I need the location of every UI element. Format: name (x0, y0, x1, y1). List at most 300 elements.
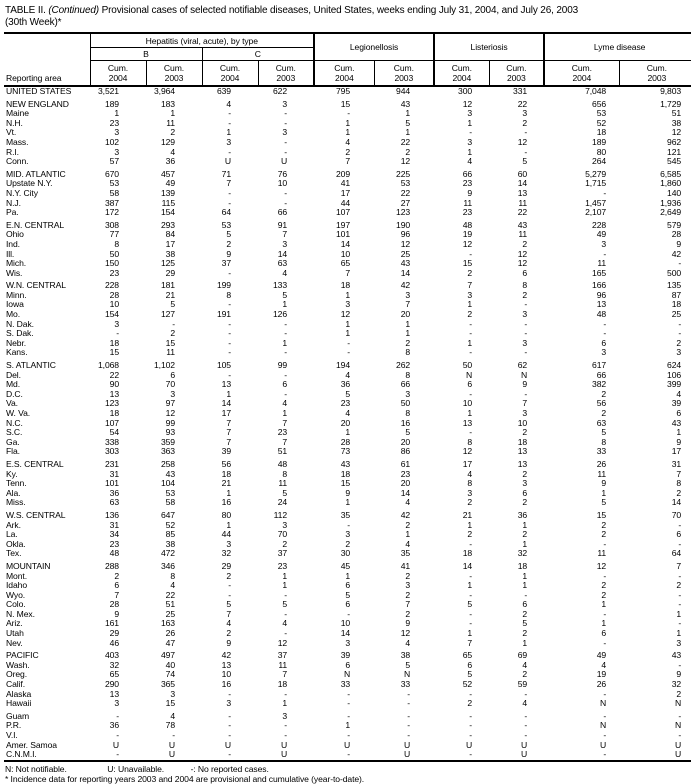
value-cell: 2 (601, 589, 607, 600)
value-cell: U (403, 749, 411, 760)
value-cell: 65 (462, 650, 473, 661)
reporting-area-cell: C.N.M.I. (6, 749, 37, 760)
value-cell: 44 (340, 197, 351, 208)
value-cell: 6 (676, 529, 682, 540)
value-cell: 18 (517, 436, 528, 447)
value-cell: 1,729 (660, 98, 682, 109)
value-cell: 3 (226, 538, 231, 549)
reporting-area-cell: Mont. (6, 570, 27, 581)
value-cell: - (603, 749, 607, 760)
reporting-area-cell: Utah (6, 628, 24, 639)
value-cell: - (678, 328, 682, 339)
value-cell: 125 (160, 258, 175, 269)
value-cell: 139 (160, 187, 175, 198)
reporting-area-cell: Maine (6, 108, 29, 119)
value-cell: - (228, 146, 231, 157)
value-cell: 76 (277, 168, 288, 179)
value-cell: 1 (226, 519, 231, 530)
value-cell: 23 (109, 538, 119, 549)
value-cell: 14 (400, 267, 411, 278)
value-cell: - (228, 117, 231, 128)
value-cell: 3,964 (153, 86, 175, 96)
value-cell: 962 (667, 136, 682, 147)
table-row (4, 157, 691, 167)
value-cell: 45 (340, 560, 351, 571)
value-cell: 51 (277, 446, 288, 457)
value-cell: 3 (282, 710, 288, 721)
value-cell: 13 (109, 388, 119, 399)
value-cell: 1,102 (153, 360, 175, 371)
reporting-area-cell: UNITED STATES (6, 86, 72, 96)
value-cell: 258 (160, 458, 175, 469)
value-cell: 12 (671, 127, 682, 138)
value-cell: 4 (282, 267, 288, 278)
value-cell: 1 (345, 127, 351, 138)
value-cell: 99 (165, 417, 175, 428)
value-cell: 17 (340, 187, 351, 198)
value-cell: 127 (160, 309, 175, 320)
value-cell: 1 (282, 570, 288, 581)
value-cell: 3 (405, 289, 411, 300)
value-cell: - (524, 299, 528, 310)
value-cell: 102 (104, 136, 119, 147)
value-cell: 9 (405, 618, 411, 629)
value-cell: - (228, 720, 231, 731)
value-cell: 3 (601, 238, 607, 249)
value-cell: - (469, 710, 473, 721)
value-cell: 10 (462, 398, 473, 409)
value-cell: 2 (226, 570, 231, 581)
table-row (4, 269, 691, 279)
value-cell: 5 (601, 427, 607, 438)
value-cell: 66 (596, 369, 607, 380)
value-cell: 163 (160, 618, 175, 629)
value-cell: 639 (216, 86, 231, 96)
value-cell: 7 (282, 669, 288, 680)
value-cell: 39 (221, 446, 231, 457)
value-cell: U (112, 739, 119, 750)
value-cell: U (343, 739, 351, 750)
col-lis-cum-2003: Cum. 2003 (489, 61, 544, 87)
value-cell: - (678, 730, 682, 740)
table-title (5, 5, 688, 29)
value-cell: - (524, 589, 528, 600)
value-cell: 2 (226, 238, 231, 249)
table-body (4, 86, 691, 761)
value-cell: 194 (336, 360, 351, 371)
value-cell: 228 (104, 280, 119, 291)
value-cell: 8 (601, 436, 607, 447)
value-cell: 189 (104, 98, 119, 109)
legend-not-notifiable: N: Not notifiable. (5, 763, 67, 774)
value-cell: 9 (345, 487, 351, 498)
value-cell: 93 (165, 427, 175, 438)
value-cell: 1 (405, 127, 411, 138)
value-cell: 64 (671, 548, 682, 559)
value-cell: 4 (467, 468, 473, 479)
value-cell: 107 (104, 417, 119, 428)
value-cell: - (603, 608, 607, 619)
value-cell: 1,715 (585, 178, 607, 189)
value-cell: 1 (345, 117, 351, 128)
value-cell: 9 (226, 248, 231, 259)
value-cell: - (678, 710, 682, 721)
table-row (4, 648, 691, 661)
value-cell: - (407, 720, 411, 731)
value-cell: 8 (522, 280, 528, 291)
value-cell: 6 (345, 580, 351, 591)
value-cell: 10 (277, 178, 288, 189)
value-cell: 11 (278, 659, 288, 670)
value-cell: 3 (467, 487, 473, 498)
value-cell: 54 (109, 427, 119, 438)
value-cell: 12 (340, 309, 351, 320)
header-row-cum (4, 61, 691, 87)
value-cell: 199 (216, 280, 231, 291)
reporting-area-cell: NEW ENGLAND (6, 98, 69, 109)
value-cell: 11 (597, 548, 607, 559)
value-cell: 3 (522, 408, 528, 418)
value-cell: - (603, 187, 607, 198)
value-cell: 7 (282, 417, 288, 428)
value-cell: 5 (345, 388, 351, 399)
value-cell: 2 (467, 309, 473, 320)
value-cell: 31 (671, 458, 682, 469)
value-cell: - (228, 749, 231, 760)
value-cell: - (284, 318, 288, 329)
reporting-area-cell: Tex. (6, 548, 22, 559)
value-cell: 3 (676, 347, 682, 358)
value-cell: U (168, 749, 175, 760)
value-cell: 1 (282, 337, 288, 348)
value-cell: 4 (601, 659, 607, 670)
reporting-area-cell: N. Dak. (6, 318, 34, 329)
value-cell: 36 (109, 720, 119, 731)
reporting-area-cell: Wyo. (6, 589, 26, 600)
reporting-area-cell: Md. (6, 379, 21, 390)
legend-no-reported-cases: -: No reported cases. (190, 763, 269, 774)
value-cell: 4 (170, 710, 175, 721)
value-cell: 80 (596, 146, 607, 157)
reporting-area-cell: Wis. (6, 267, 23, 278)
reporting-area-cell: Colo. (6, 599, 26, 610)
value-cell: 9,803 (660, 86, 682, 96)
value-cell: 8 (405, 347, 411, 358)
table-row (4, 498, 691, 508)
value-cell: 25 (165, 608, 175, 619)
value-cell: 12 (517, 136, 528, 147)
value-cell: U (280, 749, 288, 760)
value-cell: 4 (282, 618, 288, 629)
value-cell: 48 (462, 219, 473, 230)
value-cell: 2 (522, 497, 528, 508)
value-cell: U (168, 739, 175, 750)
value-cell: 497 (160, 650, 175, 661)
value-cell: 7 (467, 637, 473, 648)
value-cell: 15 (462, 258, 473, 269)
value-cell: 338 (104, 436, 119, 447)
value-cell: 32 (671, 679, 682, 690)
value-cell: 19 (462, 229, 473, 240)
value-cell: 133 (273, 280, 288, 291)
value-cell: 63 (277, 258, 288, 269)
value-cell: 17 (671, 446, 682, 457)
value-cell: 18 (596, 127, 607, 138)
reporting-area-cell: Amer. Samoa (6, 739, 57, 750)
value-cell: N (674, 720, 682, 731)
value-cell: 97 (165, 398, 175, 409)
value-cell: 15 (165, 698, 175, 709)
value-cell: - (469, 318, 473, 329)
value-cell: 112 (273, 509, 288, 520)
value-cell: 472 (160, 548, 175, 559)
reporting-area-cell: R.I. (6, 146, 19, 157)
value-cell: 2 (522, 238, 528, 249)
value-cell: 166 (592, 280, 607, 291)
col-hepb-cum-2003: Cum. 2003 (146, 61, 202, 87)
value-cell: 288 (104, 560, 119, 571)
value-cell: - (347, 108, 351, 119)
value-cell: 5,279 (585, 168, 607, 179)
value-cell: 1 (522, 538, 528, 549)
value-cell: 66 (277, 207, 288, 218)
value-cell: 78 (165, 720, 175, 731)
value-cell: 37 (277, 650, 288, 661)
value-cell: 3 (522, 108, 528, 119)
value-cell: - (524, 146, 528, 157)
reporting-area-cell: Guam (6, 710, 30, 721)
value-cell: 8 (676, 478, 682, 489)
value-cell: 3 (522, 478, 528, 489)
value-cell: - (116, 710, 119, 721)
value-cell: 90 (109, 379, 119, 390)
value-cell: 9 (226, 637, 231, 648)
value-cell: 14 (671, 497, 682, 508)
value-cell: 42 (400, 280, 411, 291)
value-cell: 3 (467, 136, 473, 147)
value-cell: 231 (104, 458, 119, 469)
reporting-area-cell: Ala. (6, 487, 21, 498)
value-cell: 5 (226, 599, 231, 610)
value-cell: U (674, 739, 682, 750)
value-cell: 1 (114, 108, 119, 119)
value-cell: 66 (462, 168, 473, 179)
value-cell: 2 (601, 529, 607, 540)
value-cell: 308 (104, 219, 119, 230)
value-cell: 4 (282, 398, 288, 409)
value-cell: 4 (522, 659, 528, 670)
value-cell: 64 (221, 207, 231, 218)
value-cell: 12 (400, 238, 411, 249)
value-cell: 2 (522, 427, 528, 438)
value-cell: 2 (522, 289, 528, 300)
value-cell: 28 (109, 289, 119, 300)
value-cell: 1 (282, 580, 288, 591)
value-cell: 7 (345, 267, 351, 278)
value-cell: 121 (667, 146, 682, 157)
value-cell: 56 (596, 398, 607, 409)
value-cell: 228 (592, 219, 607, 230)
value-cell: U (280, 739, 288, 750)
value-cell: 23 (109, 267, 119, 278)
value-cell: 1 (467, 146, 473, 157)
value-cell: 7 (226, 178, 231, 189)
value-cell: U (224, 156, 231, 167)
value-cell: 2 (226, 628, 231, 639)
value-cell: 2 (467, 529, 473, 540)
value-cell: 7 (676, 560, 682, 571)
value-cell: 32 (221, 548, 231, 559)
value-cell: - (603, 570, 607, 581)
value-cell: 3 (282, 519, 288, 530)
col-lis-cum-2004: Cum. 2004 (434, 61, 489, 87)
value-cell: 115 (161, 197, 175, 208)
value-cell: 18 (109, 408, 119, 418)
table-row (4, 750, 691, 761)
reporting-area-cell: Fla. (6, 446, 20, 457)
value-cell: 43 (517, 219, 528, 230)
value-cell: 8 (114, 238, 119, 249)
value-cell: 57 (109, 156, 119, 167)
value-cell: 18 (340, 280, 351, 291)
value-cell: - (347, 749, 351, 760)
value-cell: 8 (405, 408, 411, 418)
value-cell: 359 (160, 436, 175, 447)
value-cell: - (228, 187, 231, 198)
value-cell: - (284, 136, 288, 147)
reporting-area-cell: Mass. (6, 136, 29, 147)
reporting-area-cell: Minn. (6, 289, 27, 300)
value-cell: 6 (522, 487, 528, 498)
value-cell: - (469, 538, 473, 549)
value-cell: 262 (396, 360, 411, 371)
value-cell: 21 (221, 478, 231, 489)
table-row (4, 559, 691, 572)
reporting-area-cell: S. ATLANTIC (6, 360, 56, 371)
value-cell: 12 (596, 560, 607, 571)
value-cell: 2 (405, 589, 411, 600)
reporting-area-cell: Nebr. (6, 337, 27, 348)
value-cell: - (524, 318, 528, 329)
value-cell: 13 (221, 659, 231, 670)
reporting-area-cell: Mo. (6, 309, 21, 320)
value-cell: - (678, 599, 682, 610)
value-cell: 9 (676, 436, 682, 447)
value-cell: 42 (400, 509, 411, 520)
value-cell: U (403, 739, 411, 750)
value-cell: 16 (221, 497, 231, 508)
reporting-area-cell: Miss. (6, 497, 26, 508)
value-cell: - (469, 730, 473, 740)
value-cell: 5 (345, 589, 351, 600)
value-cell: 38 (165, 538, 175, 549)
value-cell: 1 (345, 497, 351, 508)
value-cell: - (603, 730, 607, 740)
value-cell: 35 (400, 548, 411, 559)
value-cell: 1 (676, 427, 682, 438)
value-cell: - (407, 710, 411, 721)
value-cell: 13 (517, 446, 528, 457)
reporting-area-cell: Kans. (6, 347, 28, 358)
value-cell: 12 (517, 248, 528, 259)
reporting-area-cell: D.C. (6, 388, 23, 399)
value-cell: - (172, 318, 175, 329)
value-cell: 2 (345, 538, 351, 549)
reporting-area-cell: Va. (6, 398, 18, 409)
value-cell: 38 (671, 117, 682, 128)
reporting-area-cell: Ill. (6, 248, 15, 259)
value-cell: 1 (345, 427, 351, 438)
value-cell: 7,048 (585, 86, 607, 96)
value-cell: - (678, 589, 682, 600)
reporting-area-cell: Mich. (6, 258, 27, 269)
value-cell: 3 (467, 108, 473, 119)
reporting-area-header: Reporting area (4, 33, 90, 86)
value-cell: 6 (170, 369, 175, 380)
value-cell: 20 (400, 478, 411, 489)
value-cell: 2 (345, 146, 351, 157)
value-cell: - (524, 730, 528, 740)
value-cell: 2 (522, 628, 528, 639)
value-cell: 3,521 (97, 86, 119, 96)
value-cell: 1 (405, 318, 411, 329)
value-cell: 38 (400, 650, 411, 661)
value-cell: 3 (405, 580, 411, 591)
value-cell: 7 (405, 599, 411, 610)
reporting-area-cell: La. (6, 529, 18, 540)
value-cell: - (469, 688, 473, 699)
value-cell: 74 (165, 669, 175, 680)
value-cell: 5 (467, 599, 473, 610)
value-cell: 4 (170, 146, 175, 157)
value-cell: 457 (160, 168, 175, 179)
value-cell: 17 (221, 408, 231, 418)
value-cell: U (674, 749, 682, 760)
value-cell: 1 (345, 570, 351, 581)
reporting-area-cell: W. Va. (6, 408, 31, 418)
value-cell: 9 (114, 608, 119, 619)
value-cell: 43 (671, 417, 682, 428)
table-row (4, 549, 691, 559)
lyme-disease-header: Lyme disease (544, 33, 691, 61)
value-cell: - (407, 698, 411, 709)
value-cell: 20 (400, 436, 411, 447)
value-cell: 29 (165, 267, 175, 278)
value-cell: 5 (405, 659, 411, 670)
value-cell: 6 (114, 580, 119, 591)
value-cell: 14 (277, 248, 288, 259)
value-cell: 14 (400, 487, 411, 498)
value-cell: 20 (400, 309, 411, 320)
value-cell: 51 (671, 108, 682, 119)
value-cell: 13 (221, 379, 231, 390)
value-cell: 46 (109, 637, 119, 648)
value-cell: 4 (170, 580, 175, 591)
value-cell: 66 (400, 379, 411, 390)
value-cell: 209 (336, 168, 351, 179)
value-cell: 11 (518, 197, 528, 208)
value-cell: - (524, 720, 528, 731)
value-cell: 18 (340, 468, 351, 479)
value-cell: - (284, 197, 288, 208)
value-cell: - (284, 730, 288, 740)
value-cell: 2 (522, 608, 528, 619)
value-cell: 32 (517, 548, 528, 559)
value-cell: 25 (671, 309, 682, 320)
value-cell: 43 (400, 258, 411, 269)
value-cell: 2 (601, 388, 607, 399)
value-cell: 60 (517, 168, 528, 179)
